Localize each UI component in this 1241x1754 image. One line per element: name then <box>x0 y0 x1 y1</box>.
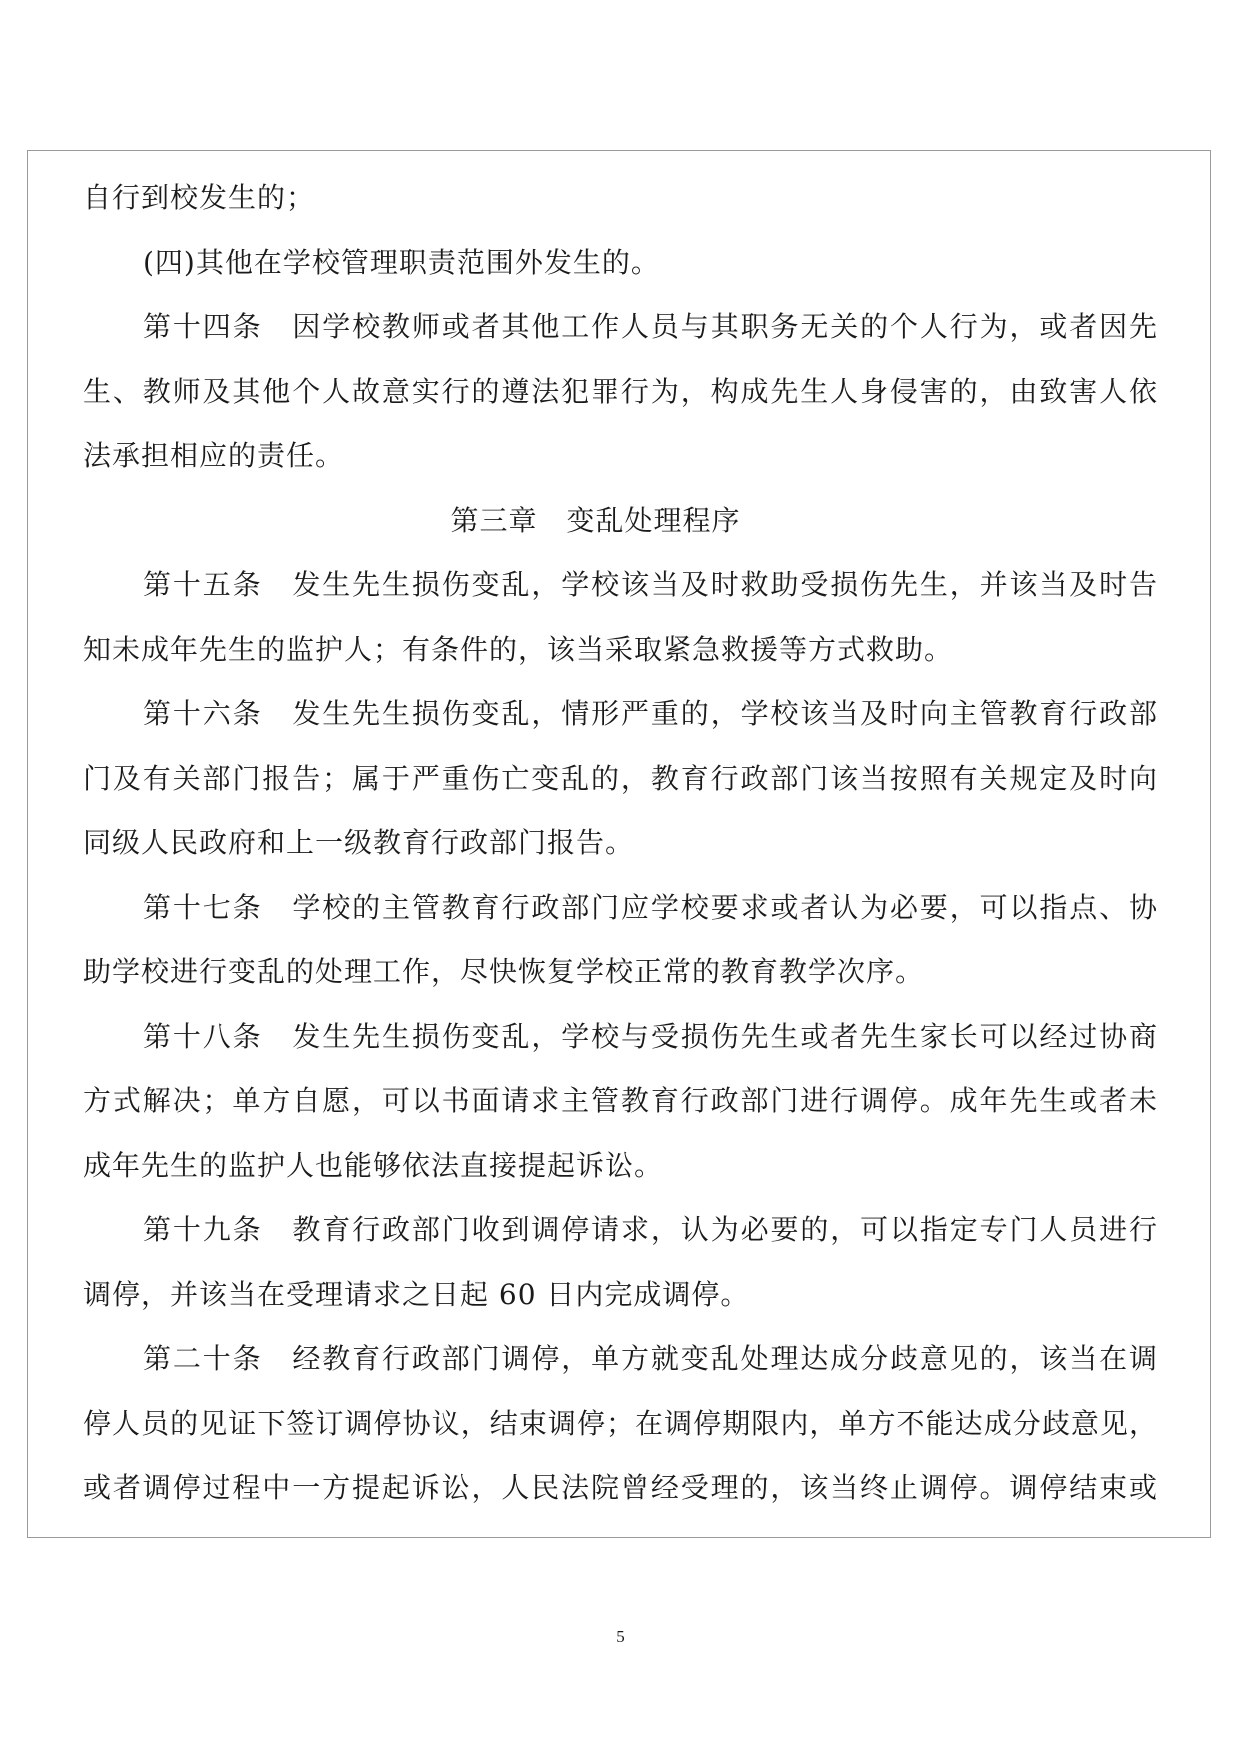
page-number: 5 <box>616 1627 625 1646</box>
text-line: 第十九条 教育行政部门收到调停请求，认为必要的，可以指定专门人员进行 <box>143 1213 1158 1246</box>
text-line: 生、教师及其他个人故意实行的遵法犯罪行为，构成先生人身侵害的，由致害人依 <box>83 374 1158 408</box>
text-line: 门及有关部门报告；属于严重伤亡变乱的，教育行政部门该当按照有关规定及时向 <box>83 761 1158 795</box>
text-line: 成年先生的监护人也能够依法直接提起诉讼。 <box>83 1148 664 1182</box>
text-line: 第十七条 学校的主管教育行政部门应学校要求或者认为必要，可以指点、协 <box>143 890 1158 924</box>
text-line: 第十八条 发生先生损伤变乱，学校与受损伤先生或者先生家长可以经过协商 <box>143 1019 1158 1053</box>
document-body <box>83 166 1158 1521</box>
text-line: 知未成年先生的监护人；有条件的，该当采取紧急救援等方式救助。 <box>83 632 954 666</box>
text-line: (四)其他在学校管理职责范围外发生的。 <box>143 245 660 279</box>
text-line: 法承担相应的责任。 <box>83 439 345 472</box>
text-line: 调停，并该当在受理请求之日起 60 日内完成调停。 <box>83 1277 750 1311</box>
text-line: 自行到校发生的； <box>83 181 316 214</box>
text-line: 第十五条 发生先生损伤变乱，学校该当及时救助受损伤先生，并该当及时告 <box>143 568 1158 601</box>
text-line: 助学校进行变乱的处理工作，尽快恢复学校正常的教育教学次序。 <box>83 955 925 988</box>
text-line: 停人员的见证下签订调停协议，结束调停；在调停期限内，单方不能达成分歧意见， <box>83 1406 1158 1440</box>
text-line: 第十四条 因学校教师或者其他工作人员与其职务无关的个人行为，或者因先 <box>143 310 1158 343</box>
text-line: 或者调停过程中一方提起诉讼，人民法院曾经受理的，该当终止调停。调停结束或 <box>83 1471 1158 1504</box>
text-line: 第十六条 发生先生损伤变乱，情形严重的，学校该当及时向主管教育行政部 <box>143 697 1158 730</box>
text-line: 同级人民政府和上一级教育行政部门报告。 <box>83 826 635 859</box>
text-line: 方式解决；单方自愿，可以书面请求主管教育行政部门进行调停。成年先生或者未 <box>83 1084 1158 1117</box>
text-line: 第二十条 经教育行政部门调停，单方就变乱处理达成分歧意见的，该当在调 <box>143 1342 1158 1375</box>
chapter-heading: 第三章 变乱处理程序 <box>450 503 741 537</box>
